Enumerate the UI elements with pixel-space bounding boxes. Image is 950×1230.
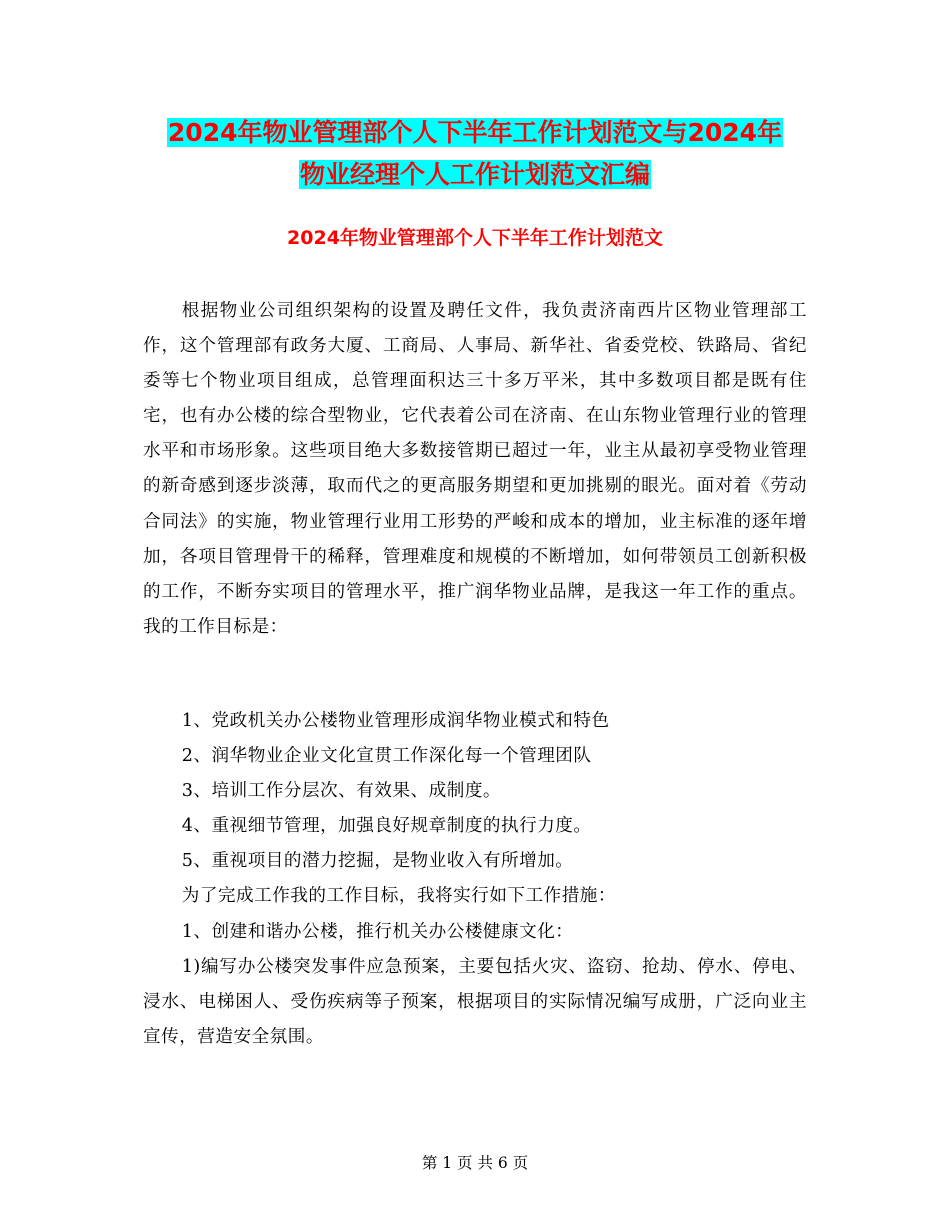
document-title-line-1 [143,112,807,154]
goals-and-measures [143,704,807,1055]
goal-item-5: 5、重视项目的潜力挖掘，是物业收入有所增加。 [181,851,574,872]
measure-subitem-1: 1)编写办公楼突发事件应急预案，主要包括火灾、盗窃、抢劫、停水、停电、浸水、电梯困人、受伤疾病等子预案，根据项目的实际情况编写成册，广泛向业主宣传，营造安全氛围。 [143,956,807,1047]
section-heading: 2024年物业管理部个人下半年工作计划范文 [287,227,663,249]
measures-intro: 为了完成工作我的工作目标，我将实行如下工作措施： [181,886,616,907]
goal-item-1: 1、党政机关办公楼物业管理形成润华物业模式和特色 [181,711,610,731]
goal-item-2: 2、润华物业企业文化宣贯工作深化每一个管理团队 [181,746,592,767]
goal-item-3: 3、培训工作分层次、有效果、成制度。 [181,781,502,802]
intro-paragraph: 根据物业公司组织架构的设置及聘任文件，我负责济南西片区物业管理部工作，这个管理部有政务大厦、工商局、人事局、新华社、省委党校、铁路局、省纪委等七个物业项目组成，总管理面积达三十多万平米，其中多数项目都是既有住宅，也有办公楼的综合型物业，它代表着公司在济南、在山东物业管理行业的管理水平和市场形象。这些项目绝大多数接管期已超过一年，业主从最初享受物业管理的新奇感到逐步淡薄，取而代之的更高服务期望和更加挑剔的眼光。面对着《劳动合同法》的实施，物业管理行业用工形势的严峻和成本的增加，业主标准的逐年增加，各项目管理骨干的稀释，管理难度和规模的不断增加，如何带领员工创新积极的工作，不断夯实项目的管理水平，推广润华物业品牌，是我这一年工作的重点。我的工作目标是： [143,301,807,637]
page-footer: 第 1 页 共 6 页 [421,1154,529,1172]
document-title-line-2 [143,154,807,196]
intro-block [143,294,807,645]
document-title-text-2: 物业经理个人工作计划范文汇编 [299,160,650,189]
goal-item-4: 4、重视细节管理，加强良好规章制度的执行力度。 [181,816,592,837]
measure-item-1: 1、创建和谐办公楼，推行机关办公楼健康文化： [181,921,574,942]
document-title-text-1: 2024年物业管理部个人下半年工作计划范文与2024年 [167,118,783,147]
